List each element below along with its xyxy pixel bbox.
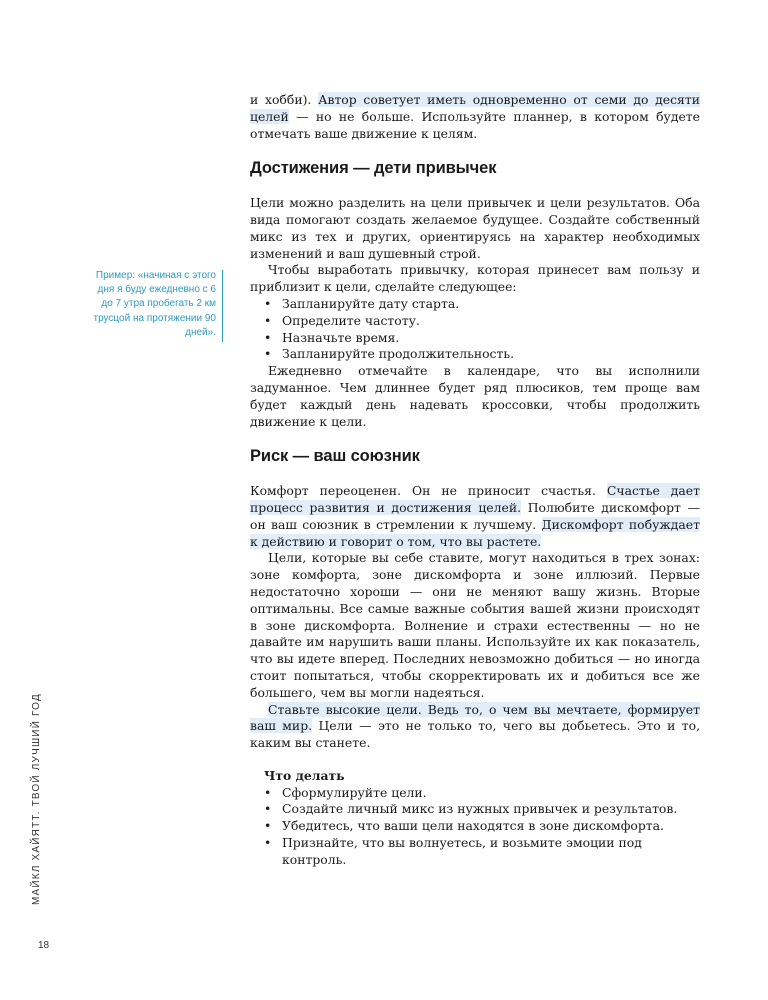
paragraph: Ежедневно отмечайте в календаре, что вы исполнили задуманное. Чем длиннее будет ряд плюсиков, тем проще вам будет каждый день надевать кроссовки, чтобы продолжить движение к цели. xyxy=(250,363,700,429)
list-item: • Признайте, что вы волнуетесь, и возьмите эмоции под контроль. xyxy=(264,835,700,869)
main-text xyxy=(250,92,700,869)
running-head: МАЙКЛ ХАЙЯТТ. ТВОЙ ЛУЧШИЙ ГОД xyxy=(31,693,42,905)
list-item: • Запланируйте продолжительность. xyxy=(264,346,700,363)
highlighted-text[interactable]: Дискомфорт побуждает к действию и говорит о том, что вы растете. xyxy=(250,516,700,549)
habit-steps-list xyxy=(250,296,700,363)
paragraph xyxy=(250,483,700,550)
text-segment: Комфорт переоценен. Он не приносит счастья. xyxy=(250,483,607,499)
paragraph xyxy=(250,702,700,752)
margin-note: Пример: «начиная с этого дня я буду ежедневно с 6 до 7 утра пробегать 2 км трусцой на протяжении 90 дней». xyxy=(93,270,216,338)
highlighted-text[interactable]: Счастье дает процесс развития и достижения целей. xyxy=(250,483,700,515)
list-item: • Сформулируйте цели. xyxy=(264,785,700,802)
paragraph: Чтобы выработать привычку, которая принесет вам пользу и приблизит к цели, сделайте следующее: xyxy=(250,262,700,295)
todo-title: Что делать xyxy=(264,767,345,783)
list-item: • Назначьте время. xyxy=(264,330,700,347)
list-item: • Определите частоту. xyxy=(264,313,700,330)
list-item: • Создайте личный микс из нужных привычек и результатов. xyxy=(264,801,700,818)
margin-note-rule xyxy=(222,270,223,342)
text-segment: Полюбите дискомфорт — он ваш союзник в стремлении к лучшему. xyxy=(250,499,700,532)
list-item: • Убедитесь, что ваши цели находятся в зоне дискомфорта. xyxy=(264,818,700,835)
paragraph: Цели, которые вы себе ставите, могут находиться в трех зонах: зоне комфорта, зоне дискомфорта и зоне иллюзий. Первые недостаточно хороши — они не меняют вашу жизнь. Вторые оптимальны. Все самые важные события вашей жизни происходят в зоне дискомфорта. Волнение и страхи естественны — но не давайте им нарушить ваши планы. Используйте их как показатель, что вы идете вперед. Последних невозможно добиться — но иногда стоит попытаться, чтобы скорректировать их и добиться все же большего, чем вы могли надеяться. xyxy=(250,550,700,700)
paragraph: Цели можно разделить на цели привычек и цели результатов. Оба вида помогают создать желаемое будущее. Создайте собственный микс из тех и других, ориентируясь на характер необходимых изменений и ваш душевный строй. xyxy=(250,195,700,261)
opening-paragraph xyxy=(250,92,700,142)
todo-block xyxy=(250,768,700,869)
text-segment: и хобби). xyxy=(250,92,319,107)
text-segment: — но не больше. Используйте планнер, в котором будете отмечать ваше движение к целям. xyxy=(250,108,700,141)
section-heading-habits: Достижения — дети привычек xyxy=(250,159,497,178)
todo-list xyxy=(264,785,700,869)
highlighted-text[interactable]: Автор советует иметь одновременно от семи до десяти целей xyxy=(250,92,700,124)
highlighted-text[interactable]: Ставьте высокие цели. Ведь то, о чем вы мечтаете, формирует ваш мир. xyxy=(250,701,700,734)
section-heading-risk: Риск — ваш союзник xyxy=(250,447,420,466)
text-segment: Цели — это не только то, чего вы добьетесь. Это и то, каким вы станете. xyxy=(250,718,701,751)
page-number: 18 xyxy=(38,940,50,951)
list-item: • Запланируйте дату старта. xyxy=(264,296,700,313)
